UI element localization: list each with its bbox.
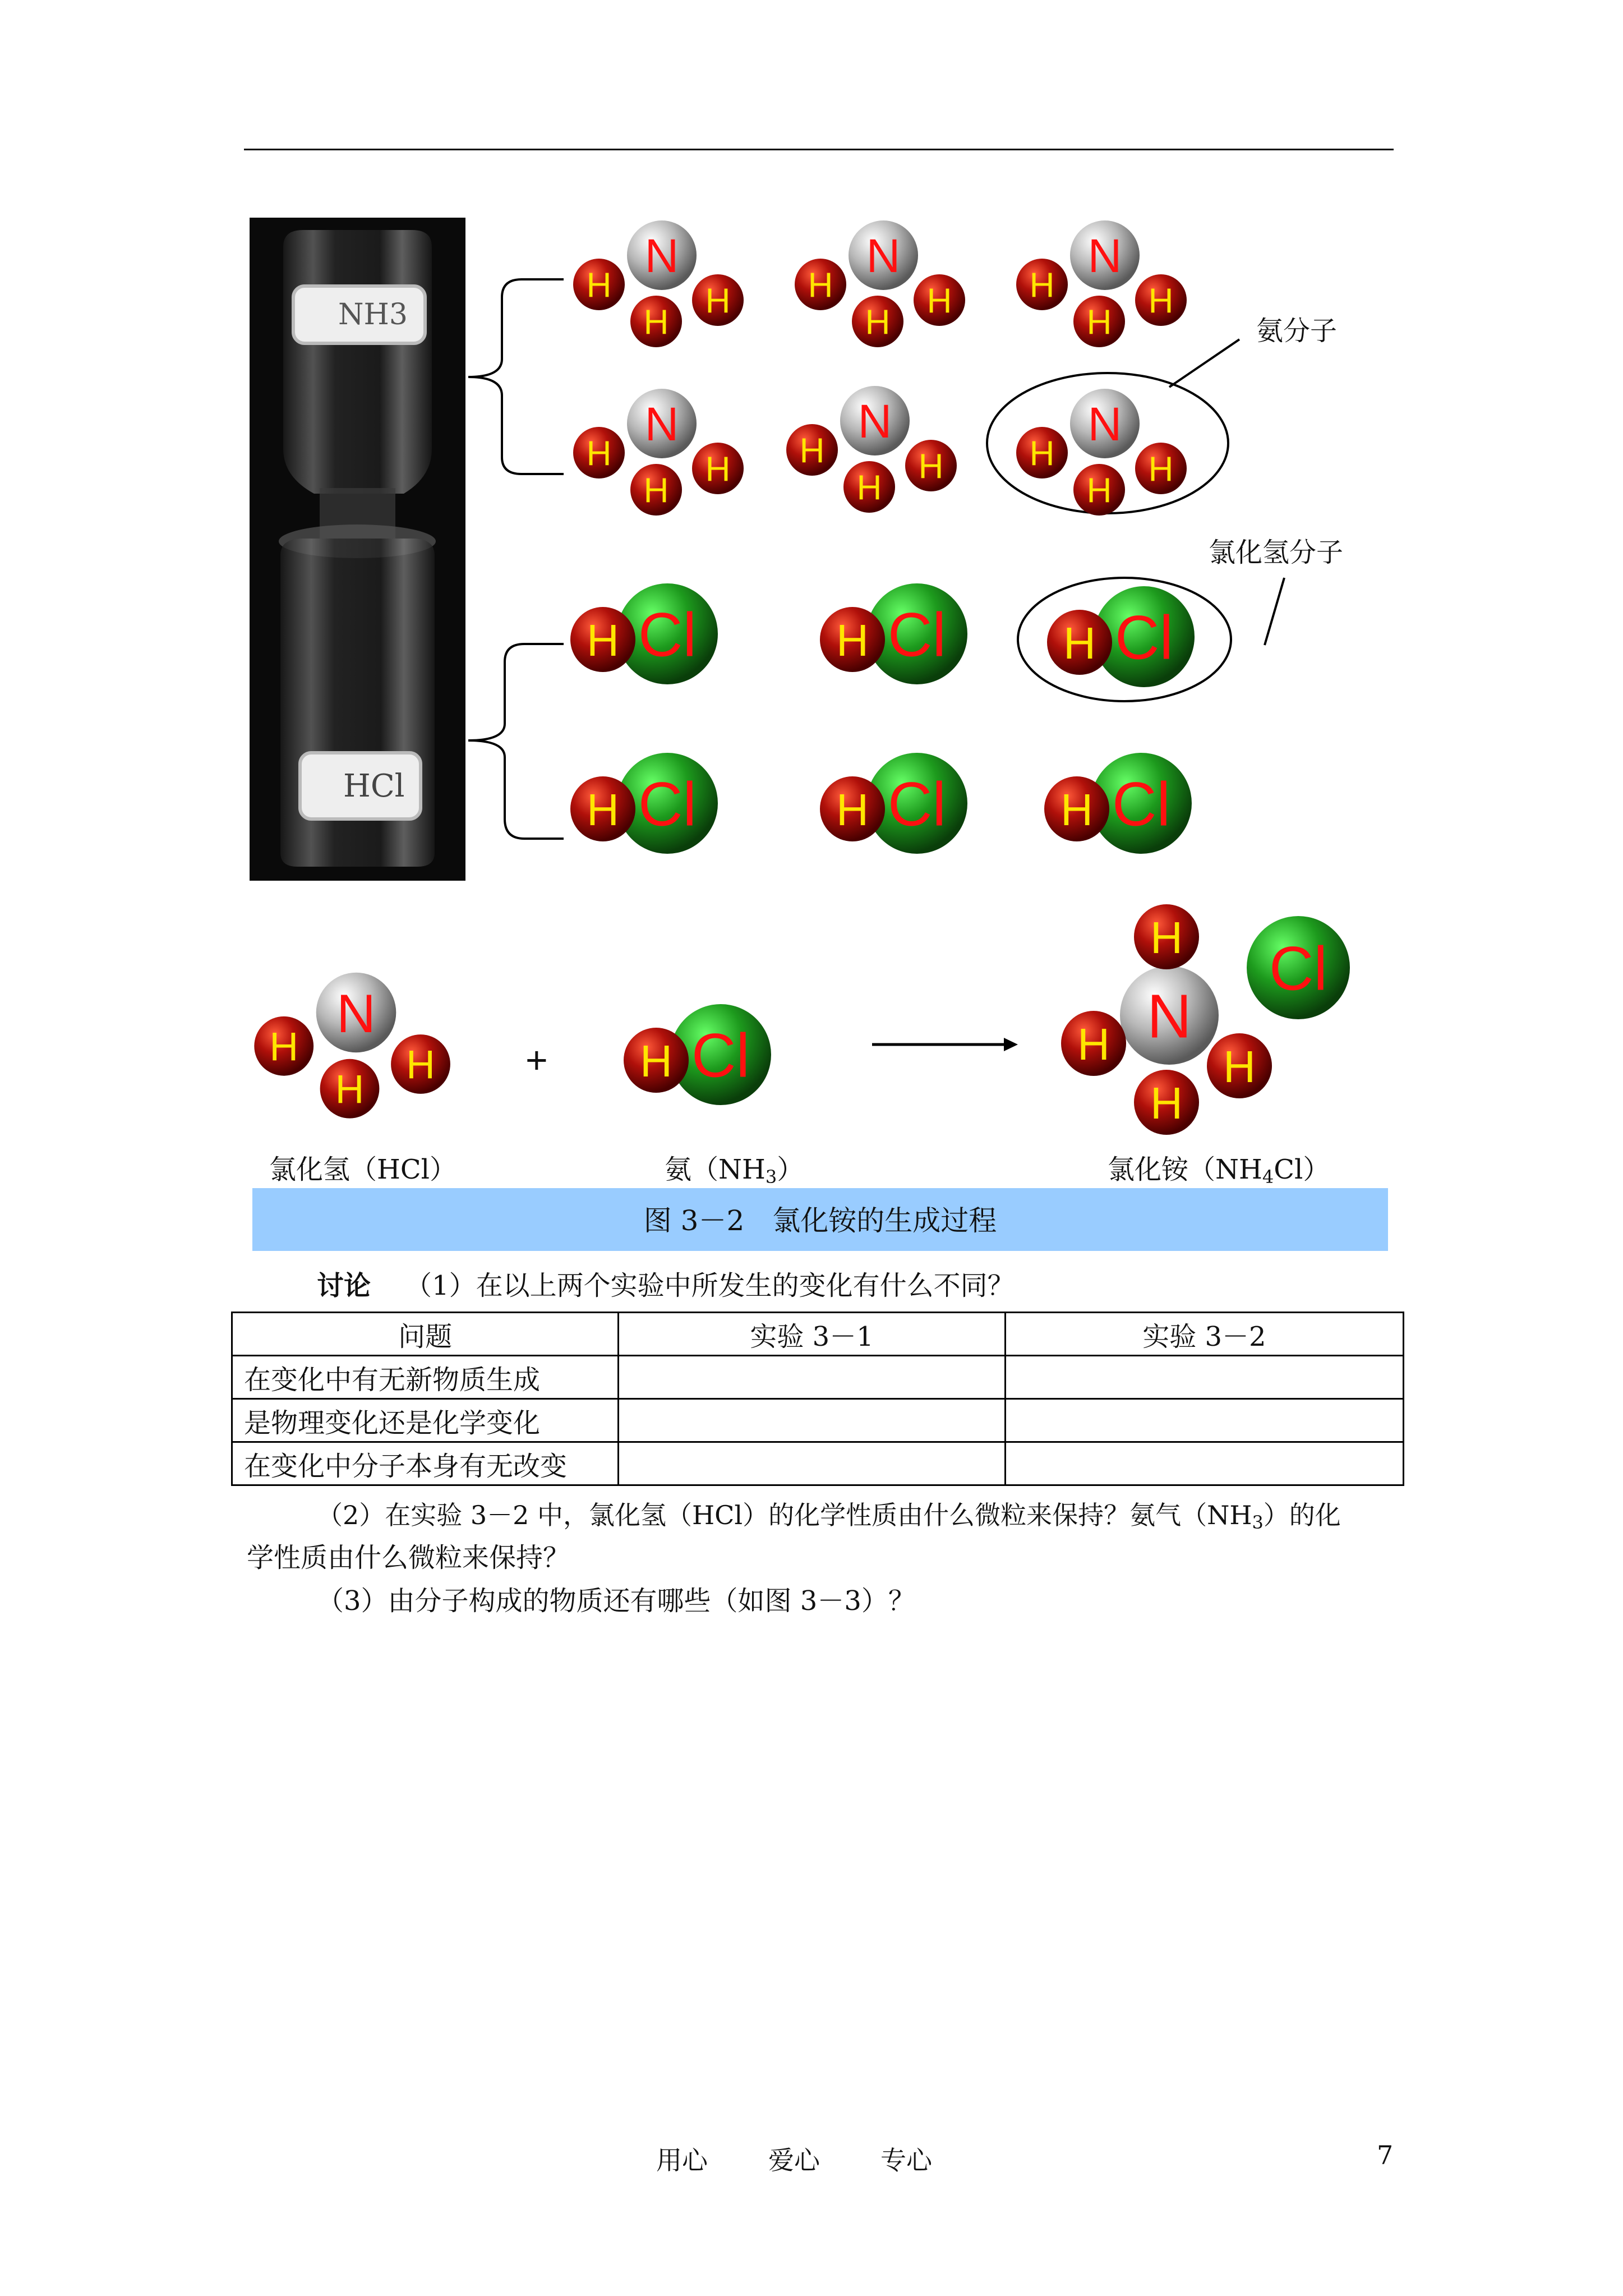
hydrogen-atom bbox=[820, 776, 885, 841]
cl-atom-label: Cl bbox=[888, 770, 946, 839]
cl-atom-label: Cl bbox=[638, 770, 697, 839]
hydrogen-atom bbox=[1207, 1033, 1272, 1098]
n-atom-label: N bbox=[644, 398, 679, 451]
hydrogen-atom bbox=[795, 259, 846, 310]
reaction-label-mid: 氨$(NH_3)$ bbox=[665, 1154, 804, 1188]
h-atom-label: H bbox=[1150, 1078, 1183, 1128]
bottle-label-nh3: NH3 bbox=[338, 298, 408, 332]
hydrogen-atom bbox=[692, 274, 744, 326]
h-atom-label: H bbox=[587, 615, 619, 665]
hydrogen-atom bbox=[573, 259, 625, 310]
table-cell bbox=[1005, 1399, 1403, 1442]
n-atom-label: N bbox=[1087, 398, 1122, 451]
cl-atom-label: Cl bbox=[638, 600, 697, 670]
h-atom-label: H bbox=[1148, 282, 1174, 321]
hydrogen-atom bbox=[1016, 259, 1068, 310]
ammonia-leader-line bbox=[1169, 339, 1239, 387]
hydrogen-atom bbox=[320, 1059, 380, 1119]
chlorine-atom bbox=[1247, 916, 1350, 1019]
hydrogen-atom bbox=[843, 461, 895, 513]
h-atom-label: H bbox=[643, 303, 669, 342]
hydrogen-atom bbox=[254, 1016, 313, 1076]
hydrogen-atom bbox=[820, 607, 885, 672]
hydrogen-atom bbox=[1047, 610, 1112, 675]
n-atom-label: N bbox=[1147, 982, 1192, 1051]
discussion-q2-line1: （2）在实验 3－2 中，氯化氢（HCl）的化学性质由什么微粒来保持？氨气$(NH_3)$的化 bbox=[317, 1500, 1341, 1533]
h-atom-label: H bbox=[1223, 1041, 1256, 1092]
nitrogen-atom bbox=[316, 973, 396, 1053]
hydrogen-atom bbox=[1061, 1011, 1126, 1076]
table-cell bbox=[619, 1356, 1005, 1399]
cl-atom-label: Cl bbox=[691, 1021, 750, 1091]
table-row bbox=[232, 1399, 1404, 1442]
nitrogen-atom bbox=[1120, 966, 1219, 1065]
table-cell bbox=[619, 1399, 1005, 1442]
figure-caption-bar bbox=[252, 1188, 1388, 1251]
hydrogen-atom bbox=[914, 274, 965, 326]
hydrogen-atom bbox=[1044, 776, 1109, 841]
hcl-brace bbox=[468, 644, 564, 839]
h-atom-label: H bbox=[1150, 912, 1183, 963]
cl-atom-label: Cl bbox=[1115, 603, 1173, 673]
hydrogen-atom bbox=[391, 1034, 450, 1094]
cl-atom-label: Cl bbox=[1112, 770, 1170, 839]
discussion-table bbox=[231, 1312, 1404, 1486]
h-atom-label: H bbox=[856, 468, 882, 508]
hydrogen-atom bbox=[573, 427, 625, 478]
reaction-label-right: 氯化铵$(NH_4Cl)$ bbox=[1108, 1154, 1330, 1188]
table-row bbox=[232, 1356, 1404, 1399]
hydrogen-atom bbox=[1135, 443, 1187, 494]
hydrogen-atom bbox=[852, 296, 903, 347]
discussion-q3: （3）由分子构成的物质还有哪些（如图 3－3）？ bbox=[317, 1585, 915, 1617]
nitrogen-atom bbox=[627, 389, 697, 458]
table-cell: 是物理变化还是化学变化 bbox=[232, 1399, 619, 1442]
n-atom-label: N bbox=[1087, 229, 1122, 283]
h-atom-label: H bbox=[799, 431, 825, 471]
h-atom-label: H bbox=[640, 1036, 672, 1086]
h-atom-label: H bbox=[586, 434, 612, 473]
n-atom-label: N bbox=[336, 983, 376, 1044]
nitrogen-atom bbox=[627, 220, 697, 290]
table-header: 实验 3－2 bbox=[1005, 1313, 1403, 1356]
table-cell: 在变化中有无新物质生成 bbox=[232, 1356, 619, 1399]
h-atom-label: H bbox=[1061, 784, 1093, 835]
h-atom-label: H bbox=[586, 266, 612, 305]
figure-caption: 图 3－2 氯化铵的生成过程 bbox=[643, 1204, 997, 1237]
discussion-q1: 讨论 （1）在以上两个实验中所发生的变化有什么不同？ bbox=[317, 1270, 1015, 1301]
cl-atom-label: Cl bbox=[888, 600, 946, 670]
footer-motto-3: 专心 bbox=[880, 2145, 932, 2175]
hydrogen-atom bbox=[1073, 464, 1125, 516]
h-atom-label: H bbox=[335, 1067, 365, 1112]
hydrogen-atom bbox=[630, 464, 682, 516]
n-atom-label: N bbox=[866, 229, 901, 283]
nh3-brace bbox=[468, 279, 564, 474]
hcl-leader-line bbox=[1265, 578, 1284, 645]
h-atom-label: H bbox=[836, 615, 869, 665]
hydrogen-atom bbox=[1134, 904, 1199, 969]
hydrogen-atom bbox=[1016, 427, 1068, 478]
hydrogen-atom bbox=[1073, 296, 1125, 347]
nitrogen-atom bbox=[840, 386, 910, 455]
table-cell bbox=[1005, 1442, 1403, 1485]
n-atom-label: N bbox=[644, 229, 679, 283]
n-atom-label: N bbox=[857, 395, 892, 448]
footer-motto-2: 爱心 bbox=[768, 2145, 820, 2175]
h-atom-label: H bbox=[926, 282, 952, 321]
h-atom-label: H bbox=[808, 266, 833, 305]
hydrogen-atom bbox=[570, 776, 635, 841]
reaction-label-left: 氯化氢（HCl） bbox=[269, 1154, 457, 1185]
discussion-q2-line2: 学性质由什么微粒来保持？ bbox=[247, 1542, 570, 1573]
h-atom-label: H bbox=[1029, 434, 1055, 473]
bottle-label-hcl: HCl bbox=[343, 768, 405, 804]
table-cell bbox=[619, 1442, 1005, 1485]
table-header: 问题 bbox=[232, 1313, 619, 1356]
h-atom-label: H bbox=[406, 1042, 435, 1088]
nitrogen-atom bbox=[1070, 220, 1140, 290]
h-atom-label: H bbox=[1148, 450, 1174, 489]
h-atom-label: H bbox=[836, 784, 869, 835]
table-cell: 在变化中分子本身有无改变 bbox=[232, 1442, 619, 1485]
label-hcl-molecule: 氯化氢分子 bbox=[1209, 537, 1344, 568]
hydrogen-atom bbox=[1135, 274, 1187, 326]
hydrogen-atom bbox=[786, 424, 838, 476]
h-atom-label: H bbox=[1086, 303, 1112, 342]
page-number: 7 bbox=[1377, 2140, 1394, 2170]
table-cell bbox=[1005, 1356, 1403, 1399]
hydrogen-atom bbox=[630, 296, 682, 347]
cl-atom-label: Cl bbox=[1269, 934, 1327, 1004]
h-atom-label: H bbox=[587, 784, 619, 835]
h-atom-label: H bbox=[705, 450, 731, 489]
h-atom-label: H bbox=[1063, 618, 1096, 668]
h-atom-label: H bbox=[865, 303, 891, 342]
hydrogen-atom bbox=[1134, 1070, 1199, 1135]
h-atom-label: H bbox=[643, 471, 669, 510]
plus-sign: + bbox=[525, 1039, 548, 1082]
nitrogen-atom bbox=[1070, 389, 1140, 458]
footer-motto-1: 用心 bbox=[656, 2145, 708, 2175]
hydrogen-atom bbox=[570, 607, 635, 672]
table-header-row bbox=[232, 1313, 1404, 1356]
table-row bbox=[232, 1442, 1404, 1485]
hydrogen-atom bbox=[624, 1028, 689, 1093]
h-atom-label: H bbox=[1029, 266, 1055, 305]
h-atom-label: H bbox=[1077, 1019, 1110, 1069]
discussion-heading: 讨论 bbox=[317, 1270, 371, 1301]
hydrogen-atom bbox=[692, 443, 744, 494]
h-atom-label: H bbox=[1086, 471, 1112, 510]
h-atom-label: H bbox=[705, 282, 731, 321]
h-atom-label: H bbox=[269, 1024, 298, 1070]
table-header: 实验 3－1 bbox=[619, 1313, 1005, 1356]
label-ammonia-molecule: 氨分子 bbox=[1256, 315, 1338, 347]
hydrogen-atom bbox=[905, 440, 957, 491]
nitrogen-atom bbox=[849, 220, 918, 290]
h-atom-label: H bbox=[918, 447, 944, 486]
